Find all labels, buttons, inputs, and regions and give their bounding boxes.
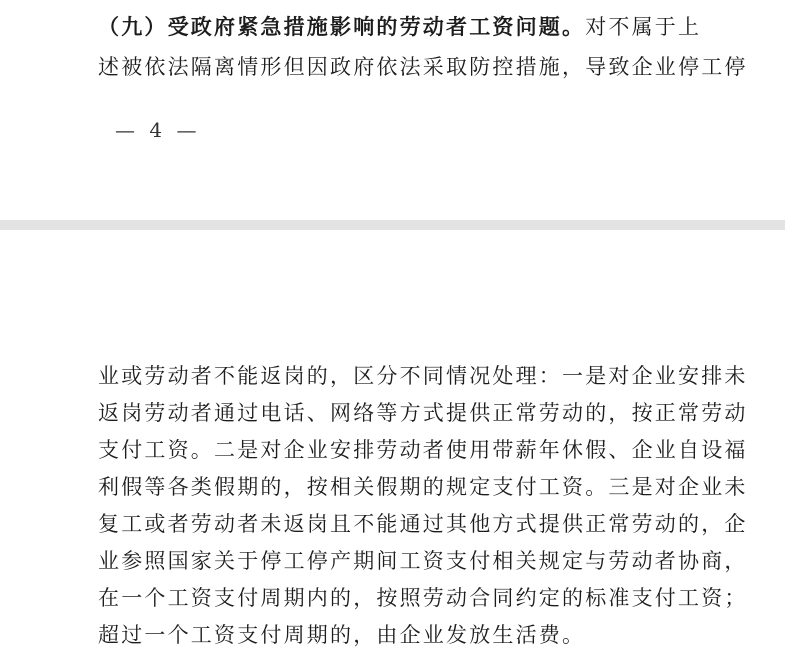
paragraph-line: 利假等各类假期的，按相关假期的规定支付工资。三是对企业未 bbox=[98, 475, 748, 499]
paragraph-line: 支付工资。二是对企业安排劳动者使用带薪年休假、企业自设福 bbox=[98, 438, 748, 462]
paragraph-line: 述被依法隔离情形但因政府依法采取防控措施，导致企业停工停 bbox=[98, 55, 748, 79]
page-number: — 4 — bbox=[115, 118, 201, 142]
paragraph-line: 业或劳动者不能返岗的，区分不同情况处理：一是对企业安排未 bbox=[98, 364, 748, 388]
paragraph-line: 业参照国家关于停工停产期间工资支付相关规定与劳动者协商， bbox=[98, 549, 748, 573]
document-page-top bbox=[0, 0, 785, 220]
page-separator bbox=[0, 220, 785, 230]
cropped-text-fragment bbox=[150, 660, 710, 665]
paragraph-line: 在一个工资支付周期内的，按照劳动合同约定的标准支付工资； bbox=[98, 586, 748, 610]
document-page-bottom bbox=[0, 230, 785, 665]
paragraph-line: 复工或者劳动者未返岗且不能通过其他方式提供正常劳动的，企 bbox=[98, 512, 748, 536]
cropped-text-fragment bbox=[150, 0, 300, 2]
paragraph-line: 返岗劳动者通过电话、网络等方式提供正常劳动的，按正常劳动 bbox=[98, 401, 748, 425]
paragraph-line bbox=[98, 12, 702, 42]
section-heading: （九）受政府紧急措施影响的劳动者工资问题。 bbox=[98, 14, 586, 39]
paragraph-line: 超过一个工资支付周期的，由企业发放生活费。 bbox=[98, 623, 586, 647]
paragraph-text: 对不属于上 bbox=[585, 15, 702, 39]
